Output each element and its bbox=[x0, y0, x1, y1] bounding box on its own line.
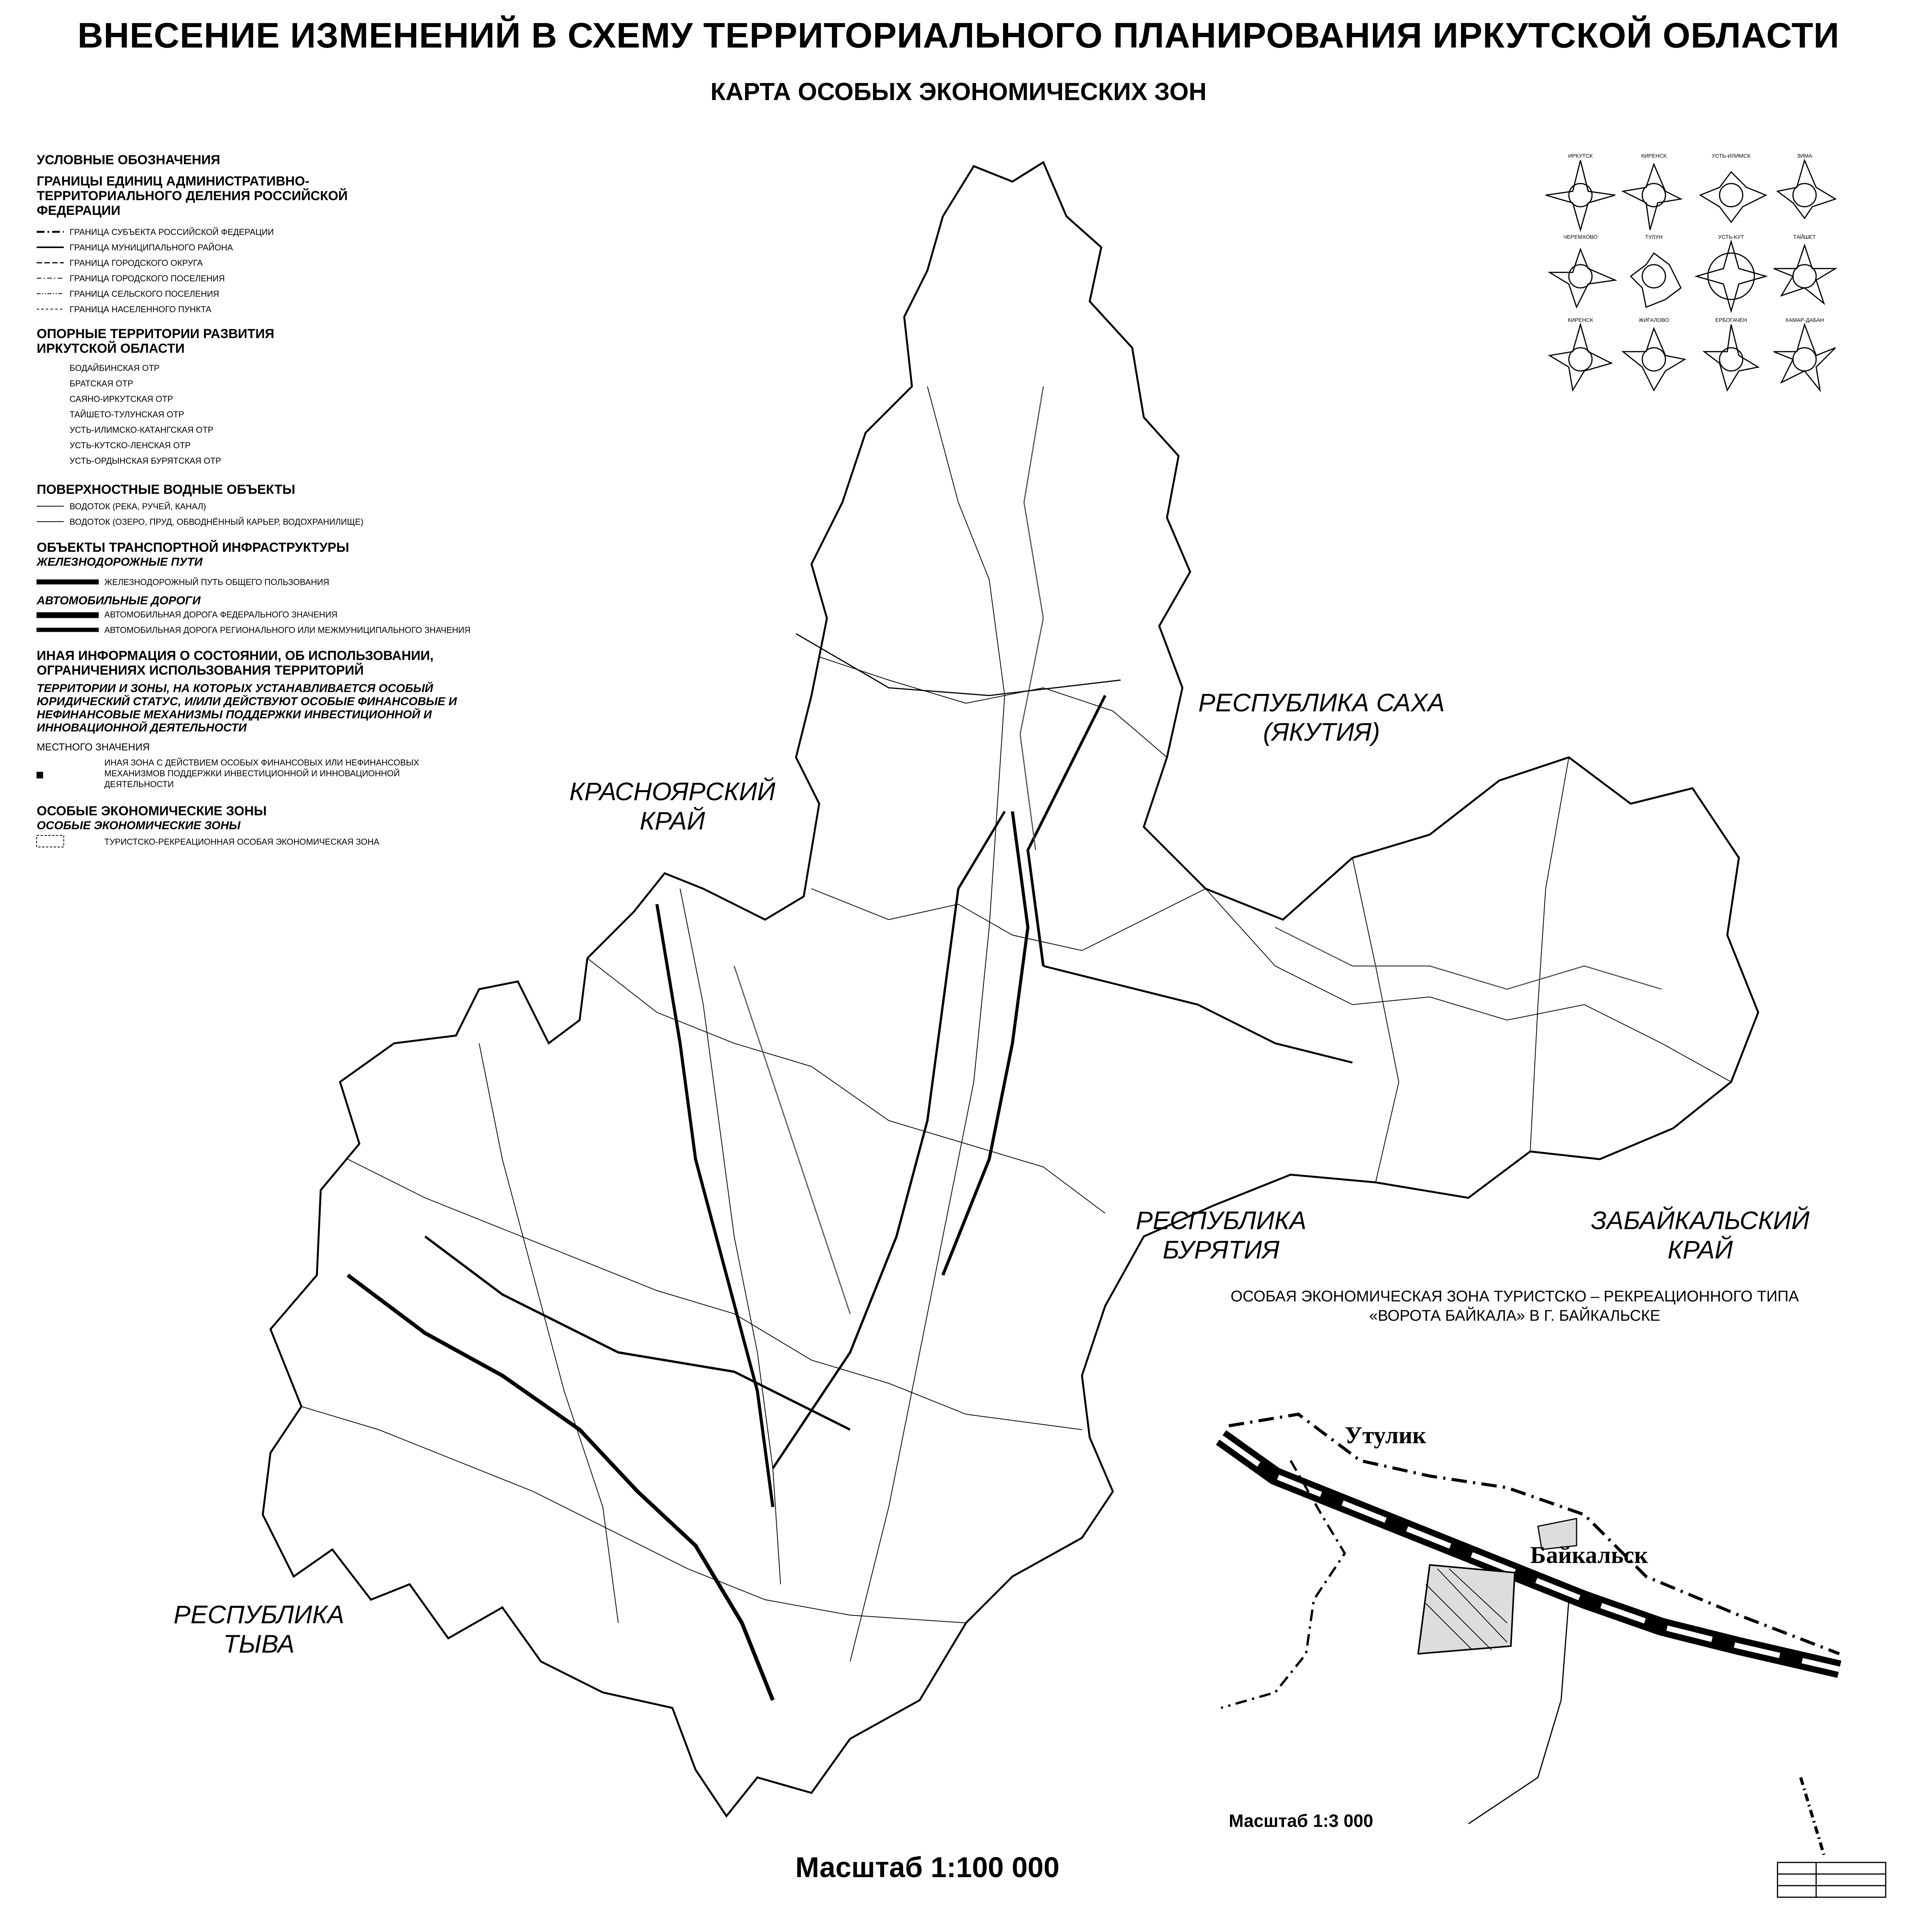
legend-local-label: МЕСТНОГО ЗНАЧЕНИЯ bbox=[37, 741, 150, 753]
town-label-baikalsk: Байкальск bbox=[1530, 1542, 1648, 1568]
legend-sez-item: ТУРИСТСКО-РЕКРЕАЦИОННАЯ ОСОБАЯ ЭКОНОМИЧЕСКАЯ ЗОНА bbox=[104, 837, 379, 847]
legend-sez-heading: ОСОБЫЕ ЭКОНОМИЧЕСКИЕ ЗОНЫ bbox=[37, 804, 267, 818]
legend-heading: УСЛОВНЫЕ ОБОЗНАЧЕНИЯ bbox=[37, 153, 220, 167]
legend-road-item-1: АВТОМОБИЛЬНАЯ ДОРОГА ФЕДЕРАЛЬНОГО ЗНАЧЕНИЯ bbox=[104, 610, 338, 619]
legend-otr-item-3: САЯНО-ИРКУТСКАЯ ОТР bbox=[70, 394, 173, 404]
rose-label-8: ТАЙШЕТ bbox=[1793, 234, 1816, 240]
legend-water-item-1: ВОДОТОК (РЕКА, РУЧЕЙ, КАНАЛ) bbox=[70, 502, 206, 511]
legend-symbols bbox=[37, 232, 99, 847]
legend-rail-item: ЖЕЛЕЗНОДОРОЖНЫЙ ПУТЬ ОБЩЕГО ПОЛЬЗОВАНИЯ bbox=[104, 577, 330, 587]
legend-admin-item-6: ГРАНИЦА НАСЕЛЕННОГО ПУНКТА bbox=[70, 304, 211, 314]
legend-otr-item-1: БОДАЙБИНСКАЯ ОТР bbox=[70, 363, 160, 373]
legend-transport-heading: ОБЪЕКТЫ ТРАНСПОРТНОЙ ИНФРАСТРУКТУРЫ bbox=[37, 540, 349, 555]
region-label-tyva: РЕСПУБЛИКА ТЫВА bbox=[173, 1600, 344, 1658]
map-title: ВНЕСЕНИЕ ИЗМЕНЕНИЙ В СХЕМУ ТЕРРИТОРИАЛЬНОГО ПЛАНИРОВАНИЯ ИРКУТСКОЙ ОБЛАСТИ bbox=[77, 16, 1840, 55]
title-block bbox=[1778, 1862, 1886, 1897]
legend-admin-item-3: ГРАНИЦА ГОРОДСКОГО ОКРУГА bbox=[70, 258, 203, 268]
rose-label-5: ЧЕРЕМХОВО bbox=[1563, 234, 1598, 240]
legend-road-sub: АВТОМОБИЛЬНЫЕ ДОРОГИ bbox=[37, 594, 201, 607]
legend-admin-item-4: ГРАНИЦА ГОРОДСКОГО ПОСЕЛЕНИЯ bbox=[70, 274, 225, 283]
legend-otr-item-2: БРАТСКАЯ ОТР bbox=[70, 379, 133, 388]
legend-otr-item-4: ТАЙШЕТО-ТУЛУНСКАЯ ОТР bbox=[70, 410, 184, 419]
rose-label-12: ХАМАР-ДАБАН bbox=[1785, 317, 1824, 323]
legend-road-item-2: АВТОМОБИЛЬНАЯ ДОРОГА РЕГИОНАЛЬНОГО ИЛИ МЕЖМУНИЦИПАЛЬНОГО ЗНАЧЕНИЯ bbox=[104, 625, 471, 635]
legend-admin-item-1: ГРАНИЦА СУБЪЕКТА РОССИЙСКОЙ ФЕДЕРАЦИИ bbox=[70, 227, 274, 237]
rose-label-3: УСТЬ-ИЛИМСК bbox=[1711, 153, 1751, 159]
rose-label-9: КИРЕНСК bbox=[1568, 317, 1593, 323]
inset-scale: Масштаб 1:3 000 bbox=[1229, 1811, 1373, 1831]
legend-otr-item-6: УСТЬ-КУТСКО-ЛЕНСКАЯ ОТР bbox=[70, 440, 191, 450]
rose-label-10: ЖИГАЛОВО bbox=[1638, 317, 1669, 323]
legend-sez-sub: ОСОБЫЕ ЭКОНОМИЧЕСКИЕ ЗОНЫ bbox=[37, 819, 241, 832]
rose-label-4: ЗИМА bbox=[1797, 153, 1812, 159]
region-label-sakha: РЕСПУБЛИКА САХА (ЯКУТИЯ) bbox=[1198, 688, 1445, 746]
legend-water-heading: ПОВЕРХНОСТНЫЕ ВОДНЫЕ ОБЪЕКТЫ bbox=[37, 482, 295, 497]
legend-otr-item-5: УСТЬ-ИЛИМСКО-КАТАНГСКАЯ ОТР bbox=[70, 425, 214, 435]
legend-other-sub: ТЕРРИТОРИИ И ЗОНЫ, НА КОТОРЫХ УСТАНАВЛИВАЕТСЯ ОСОБЫЙ ЮРИДИЧЕСКИЙ СТАТУС, И/ИЛИ ДЕЙСТВУЮТ ОСОБЫЕ ФИНАНСОВЫЕ И НЕФИНАНСОВЫЕ МЕХАНИЗМЫ ПОДДЕРЖКИ ИНВЕСТИЦИОННОЙ И ИННОВАЦИОННОЙ ДЕЯТЕЛЬНОСТИ bbox=[37, 682, 457, 734]
legend-otr-heading: ОПОРНЫЕ ТЕРРИТОРИИ РАЗВИТИЯ ИРКУТСКОЙ ОБЛАСТИ bbox=[37, 327, 274, 356]
legend-other-heading: ИНАЯ ИНФОРМАЦИЯ О СОСТОЯНИИ, ОБ ИСПОЛЬЗОВАНИИ, ОГРАНИЧЕНИЯХ ИСПОЛЬЗОВАНИЯ ТЕРРИТОРИЙ bbox=[37, 648, 434, 678]
legend-admin-item-5: ГРАНИЦА СЕЛЬСКОГО ПОСЕЛЕНИЯ bbox=[70, 289, 219, 299]
wind-roses bbox=[1546, 160, 1835, 390]
rose-label-2: КИРЕНСК bbox=[1641, 153, 1667, 159]
main-scale: Масштаб 1:100 000 bbox=[795, 1851, 1060, 1883]
legend-admin-item-2: ГРАНИЦА МУНИЦИПАЛЬНОГО РАЙОНА bbox=[70, 243, 233, 252]
legend-rail-sub: ЖЕЛЕЗНОДОРОЖНЫЕ ПУТИ bbox=[37, 556, 203, 568]
rose-label-7: УСТЬ-КУТ bbox=[1718, 234, 1744, 240]
inset-title: ОСОБАЯ ЭКОНОМИЧЕСКАЯ ЗОНА ТУРИСТСКО – РЕКРЕАЦИОННОГО ТИПА «ВОРОТА БАЙКАЛА» В Г. БАЙКАЛЬСКЕ bbox=[1230, 1288, 1799, 1324]
inset-map bbox=[1221, 1414, 1839, 1855]
legend-water-item-2: ВОДОТОК (ОЗЕРО, ПРУД, ОБВОДНЁННЫЙ КАРЬЕР, ВОДОХРАНИЛИЩЕ) bbox=[70, 517, 364, 527]
rose-label-11: ЕРБОГАЧЕН bbox=[1715, 317, 1747, 323]
legend-admin-heading: ГРАНИЦЫ ЕДИНИЦ АДМИНИСТРАТИВНО-ТЕРРИТОРИАЛЬНОГО ДЕЛЕНИЯ РОССИЙСКОЙ ФЕДЕРАЦИИ bbox=[37, 174, 348, 218]
legend-otr-item-7: УСТЬ-ОРДЫНСКАЯ БУРЯТСКАЯ ОТР bbox=[70, 456, 221, 466]
rose-label-1: ИРКУТСК bbox=[1568, 153, 1593, 159]
town-label-utulik: Утулик bbox=[1345, 1422, 1426, 1449]
rose-label-6: ТУЛУН bbox=[1645, 234, 1663, 240]
region-label-buryatia: РЕСПУБЛИКА БУРЯТИЯ bbox=[1136, 1206, 1306, 1264]
region-label-krasnoyarsk: КРАСНОЯРСКИЙ КРАЙ bbox=[569, 777, 776, 835]
legend-local-item: ИНАЯ ЗОНА С ДЕЙСТВИЕМ ОСОБЫХ ФИНАНСОВЫХ ИЛИ НЕФИНАНСОВЫХ МЕХАНИЗМОВ ПОДДЕРЖКИ ИНВЕСТИЦИОННОЙ И ИННОВАЦИОННОЙ ДЕЯТЕЛЬНОСТИ bbox=[104, 758, 419, 789]
region-label-zabaikalsky: ЗАБАЙКАЛЬСКИЙ КРАЙ bbox=[1591, 1206, 1810, 1264]
map-subtitle: КАРТА ОСОБЫХ ЭКОНОМИЧЕСКИХ ЗОН bbox=[710, 78, 1207, 105]
